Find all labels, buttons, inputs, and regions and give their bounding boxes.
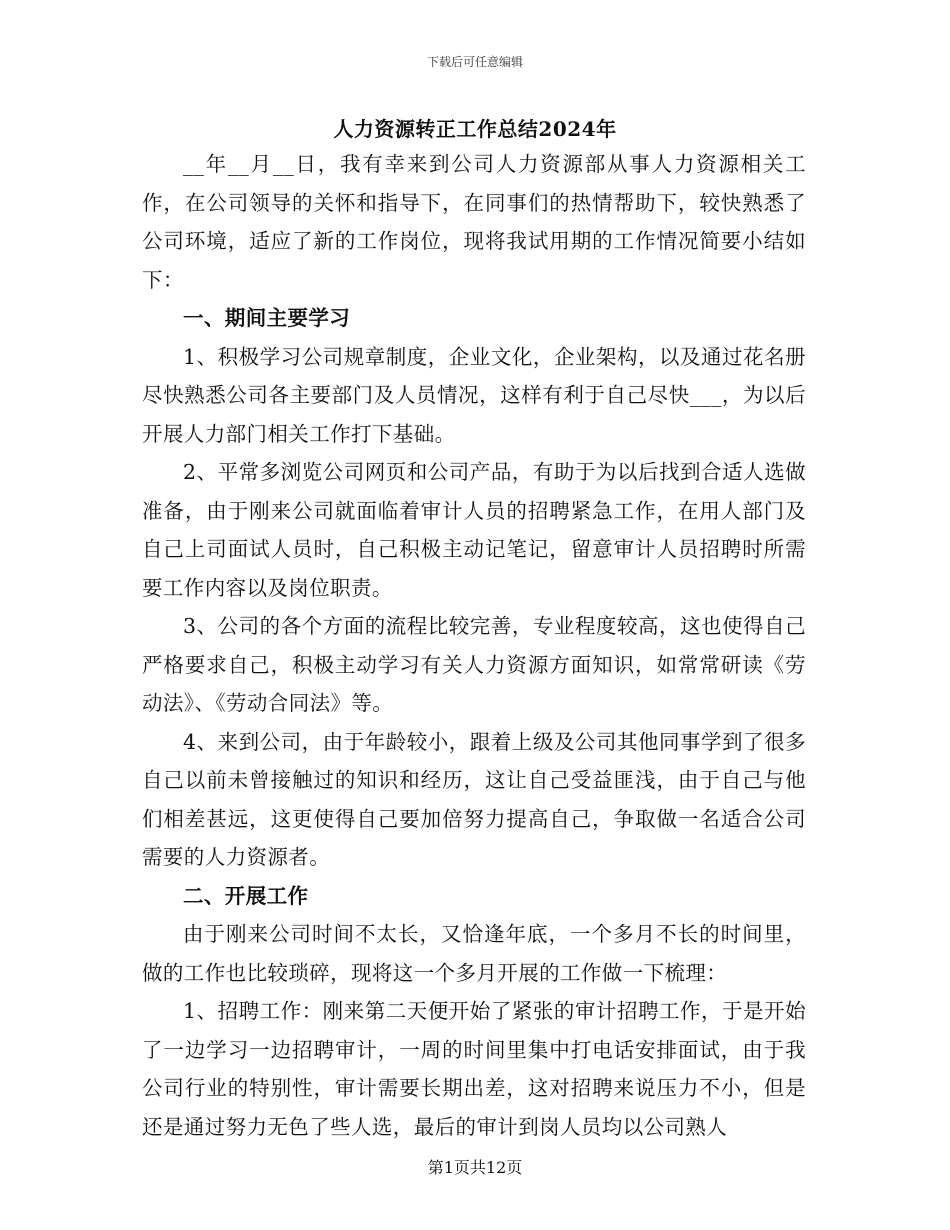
section-heading-work: 二、开展工作 xyxy=(183,883,309,908)
header-note: 下载后可任意编辑 xyxy=(426,55,523,69)
section-heading-study: 一、期间主要学习 xyxy=(183,306,351,330)
intro-paragraph: __年__月__日，我有幸来到公司人力资源部从事人力资源相关工作，在公司领导的关怀和指导下，在同事们的热情帮助下，较快熟悉了公司环境，适应了新的工作岗位，现将我试用期的工作情况简要小结如下： xyxy=(142,152,806,292)
work-intro-paragraph: 由于刚来公司时间不太长，又恰逢年底，一个多月不长的时间里，做的工作也比较琐碎，现将这一个多月开展的工作做一下梳理： xyxy=(142,922,806,985)
study-item-1: 1、积极学习公司规章制度，企业文化，企业架构，以及通过花名册尽快熟悉公司各主要部门及人员情况，这样有利于自己尽快___，为以后开展人力部门相关工作打下基础。 xyxy=(142,344,806,446)
work-item-1: 1、招聘工作：刚来第二天便开始了紧张的审计招聘工作，于是开始了一边学习一边招聘审计，一周的时间里集中打电话安排面试，由于我公司行业的特别性，审计需要长期出差，这对招聘来说压力不小，但是还是通过努力无色了些人选，最后的审计到岗人员均以公司熟人 xyxy=(142,999,806,1139)
document-title: 人力资源转正工作总结2024年 xyxy=(333,117,617,141)
document-body xyxy=(142,145,806,1146)
study-item-4: 4、来到公司，由于年龄较小，跟着上级及公司其他同事学到了很多自己以前未曾接触过的知识和经历，这让自己受益匪浅，由于自己与他们相差甚远，这更使得自己要加倍努力提高自己，争取做一名适合公司需要的人力资源者。 xyxy=(142,729,806,869)
study-item-3: 3、公司的各个方面的流程比较完善，专业程度较高，这也使得自己严格要求自己，积极主动学习有关人力资源方面知识，如常常研读《劳动法》、《劳动合同法》等。 xyxy=(142,614,806,715)
page-number-footer: 第1页共12页 xyxy=(427,1158,523,1177)
study-item-2: 2、平常多浏览公司网页和公司产品，有助于为以后找到合适人选做准备，由于刚来公司就面临着审计人员的招聘紧急工作，在用人部门及自己上司面试人员时，自己积极主动记笔记，留意审计人员招聘时所需要工作内容以及岗位职责。 xyxy=(142,460,806,600)
